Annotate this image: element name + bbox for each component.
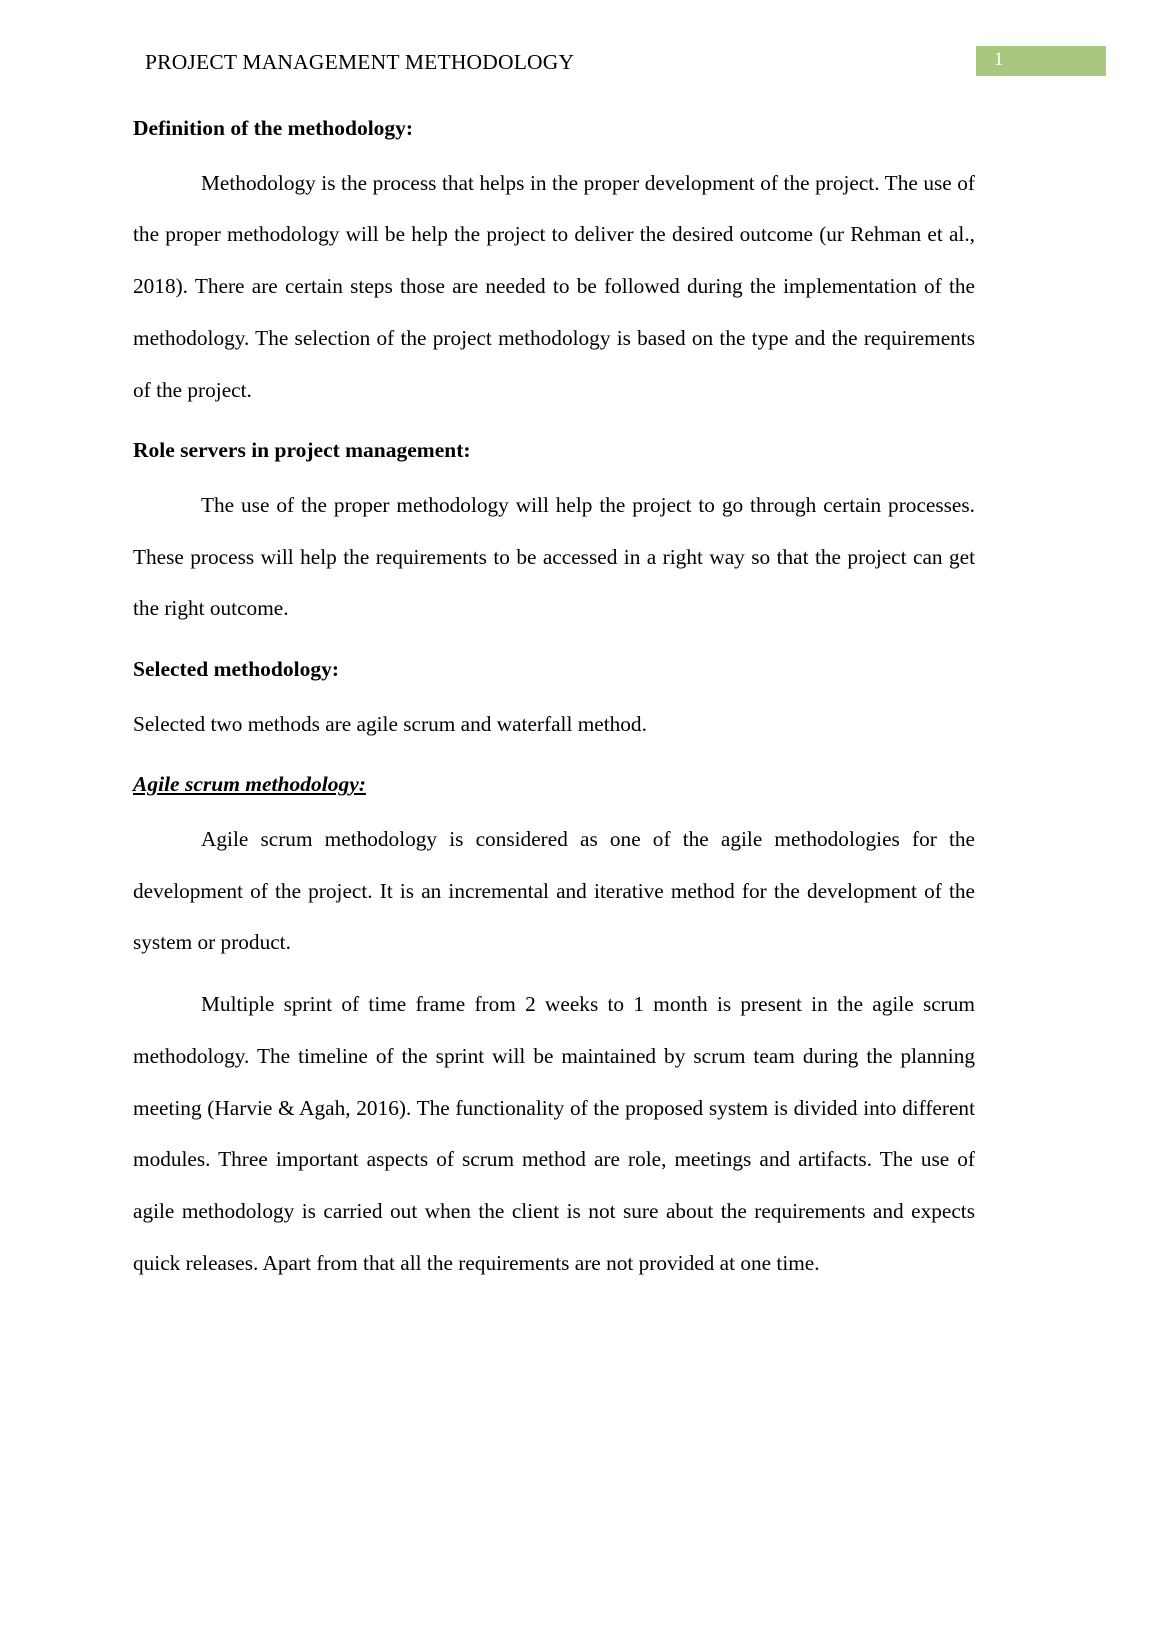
page-number-text: 1 (994, 49, 1004, 70)
paragraph-role-servers-1: The use of the proper methodology will help the project to go through certain processes. These process will help the requirements to be accessed in a right way so that the project can get the right outcome. (133, 492, 975, 621)
paragraph-agile-scrum-1: Agile scrum methodology is considered as one of the agile methodologies for the development of the project. It is an incremental and iterative method for the development of the system or product. (133, 826, 975, 955)
heading-agile-scrum-methodology: Agile scrum methodology: (133, 772, 366, 797)
paragraph-agile-scrum-2: Multiple sprint of time frame from 2 weeks to 1 month is present in the agile scrum methodology. The timeline of the sprint will be maintained by scrum team during the planning meeting (Harvie & Agah, 2016). The functionality of the proposed system is divided into different modules. Three important aspects of scrum method are role, meetings and artifacts. The use of agile methodology is carried out when the client is not sure about the requirements and expects quick releases. Apart from that all the requirements are not provided at one time. (133, 992, 975, 1275)
heading-role-servers-in-project-management: Role servers in project management: (133, 438, 471, 463)
document-body (133, 118, 975, 1300)
heading-selected-methodology: Selected methodology: (133, 657, 340, 681)
running-head-text: PROJECT MANAGEMENT METHODOLOGY (145, 50, 575, 74)
page-number-highlight (976, 46, 1106, 76)
page-header (0, 50, 1158, 80)
paragraph-selected-methodology-1: Selected two methods are agile scrum and waterfall method. (133, 711, 647, 736)
heading-definition-of-the-methodology: Definition of the methodology: (133, 116, 414, 140)
paragraph-definition-1: Methodology is the process that helps in the proper development of the project. The use of the proper methodology will be help the project to deliver the desired outcome (ur Rehman et al., 2018). There are certain steps those are needed to be followed during the implementation of the methodology. The selection of the project methodology is based on the type and the requirements of the project. (133, 170, 975, 402)
